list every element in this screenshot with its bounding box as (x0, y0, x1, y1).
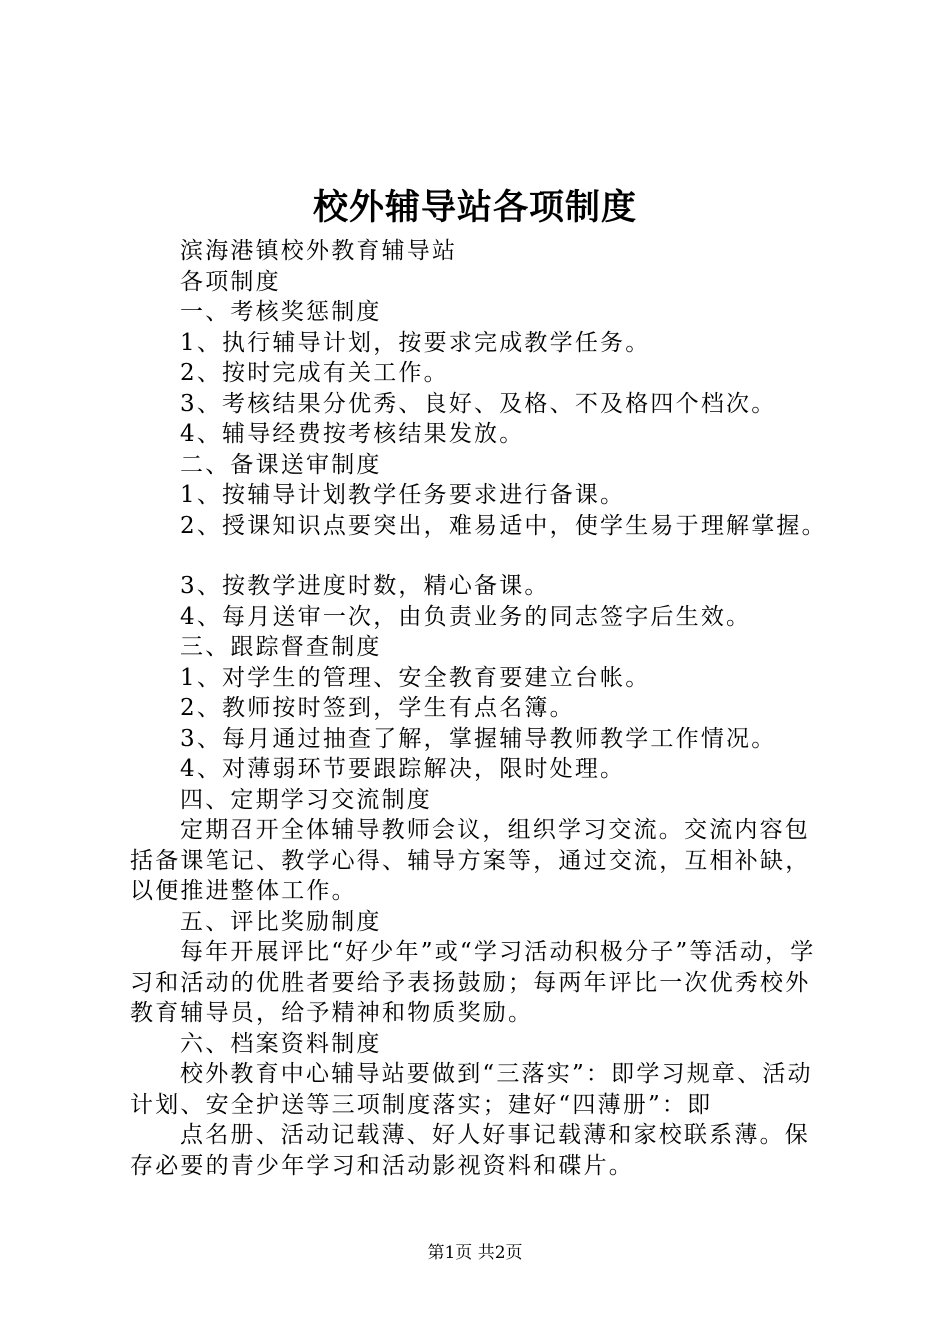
list-item: 1、按辅导计划教学任务要求进行备课。 (180, 482, 626, 508)
paragraph-subtitle: 各项制度 (180, 268, 281, 295)
list-item: 1、执行辅导计划，按要求完成教学任务。 (180, 329, 651, 356)
list-item: 3、按教学进度时数，精心备课。 (180, 573, 550, 599)
body-paragraph: 点名册、活动记载薄、好人好事记载薄和家校联系薄。保存必要的青少年学习和活动影视资料和碟片。 (130, 1122, 810, 1179)
list-item: 2、授课知识点要突出，难易适中，使学生易于理解掌握。 (180, 512, 827, 539)
blank-line (130, 541, 830, 571)
section-heading-4: 四、定期学习交流制度 (180, 786, 432, 813)
list-item: 3、每月通过抽查了解，掌握辅导教师教学工作情况。 (180, 725, 777, 752)
paragraph-org-name: 滨海港镇校外教育辅导站 (180, 238, 458, 264)
list-item: 4、对薄弱环节要跟踪解决，限时处理。 (180, 756, 626, 782)
list-item: 1、对学生的管理、安全教育要建立台帐。 (180, 664, 651, 691)
list-item: 3、考核结果分优秀、良好、及格、不及格四个档次。 (180, 390, 777, 417)
list-item: 4、每月送审一次，由负责业务的同志签字后生效。 (180, 603, 752, 630)
section-heading-1: 一、考核奖惩制度 (180, 299, 382, 325)
body-paragraph: 校外教育中心辅导站要做到“三落实”：即学习规章、活动计划、安全护送等三项制度落实；建好“四薄册”：即 (130, 1061, 813, 1118)
body-paragraph: 定期召开全体辅导教师会议，组织学习交流。交流内容包括备课笔记、教学心得、辅导方案等，通过交流，互相补缺，以便推进整体工作。 (130, 817, 811, 904)
section-heading-5: 五、评比奖励制度 (180, 908, 382, 935)
page-footer: 第1页 共2页 (427, 1243, 523, 1263)
document-title: 校外辅导站各项制度 (312, 187, 637, 228)
section-heading-6: 六、档案资料制度 (180, 1030, 382, 1057)
list-item: 2、教师按时签到，学生有点名簿。 (180, 695, 575, 721)
list-item: 2、按时完成有关工作。 (180, 360, 449, 386)
list-item: 4、辅导经费按考核结果发放。 (180, 421, 525, 447)
body-paragraph: 每年开展评比“好少年”或“学习活动积极分子”等活动，学习和活动的优胜者要给予表扬鼓励；每两年评比一次优秀校外教育辅导员，给予精神和物质奖励。 (130, 939, 816, 1026)
section-heading-3: 三、跟踪督查制度 (180, 634, 382, 660)
document-body (130, 236, 830, 1181)
section-heading-2: 二、备课送审制度 (180, 451, 382, 478)
